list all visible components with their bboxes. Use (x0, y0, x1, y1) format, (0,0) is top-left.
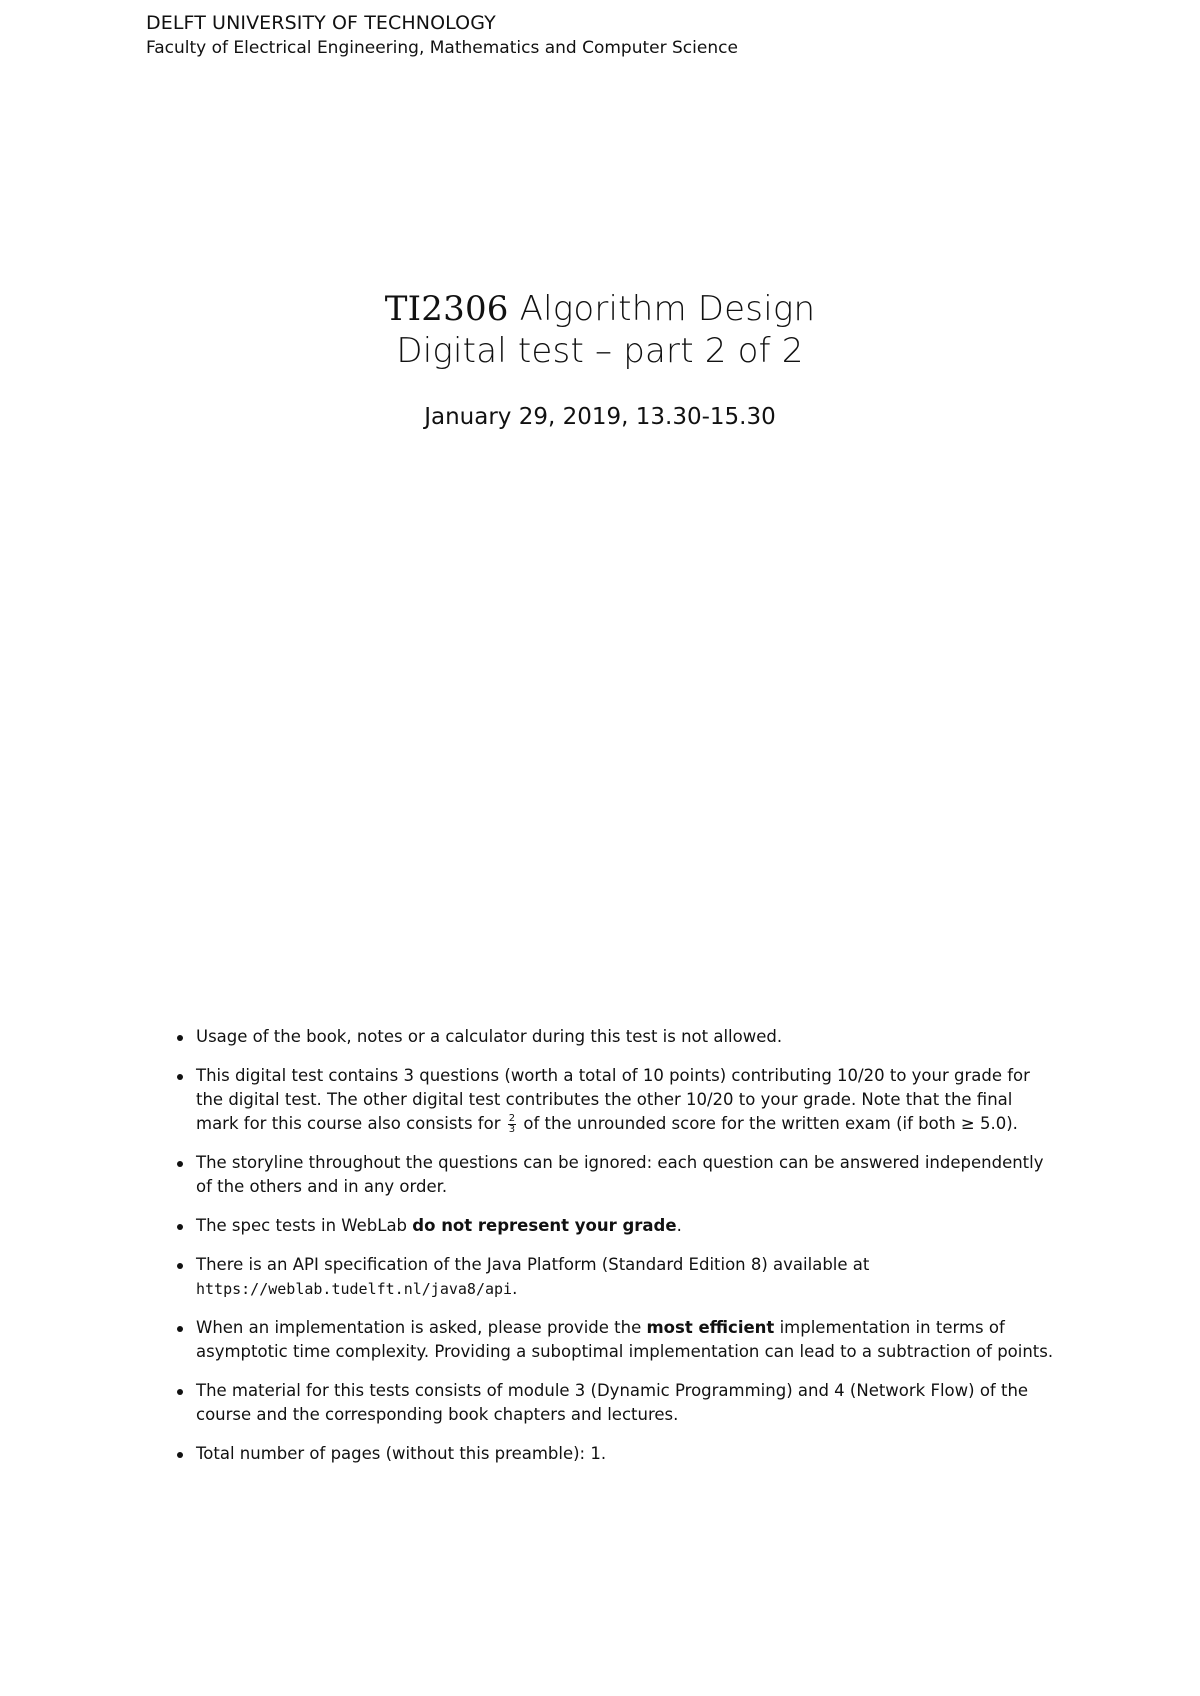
faculty-name: Faculty of Electrical Engineering, Mathematics and Computer Science (146, 38, 738, 58)
api-url-link[interactable]: https://weblab.tudelft.nl/java8/api (196, 1280, 513, 1298)
bullet-icon (177, 1074, 183, 1080)
course-title (0, 288, 1200, 330)
rule-item (176, 1025, 1058, 1049)
rule-text: Usage of the book, notes or a calculator during this test is not allowed. (196, 1027, 783, 1046)
bullet-icon (177, 1224, 183, 1230)
university-name: DELFT UNIVERSITY OF TECHNOLOGY (146, 12, 496, 34)
rule-item (176, 1442, 1058, 1466)
fraction-numerator: 2 (508, 1113, 516, 1124)
title-block (0, 288, 1200, 432)
page-header (146, 10, 738, 60)
rule-text: of the unrounded score for the written exam (if both ≥ 5.0). (523, 1114, 1018, 1133)
bullet-icon (177, 1389, 183, 1395)
rule-text: The storyline throughout the questions can be ignored: each question can be answered independently of the others and in any order. (196, 1153, 1044, 1196)
rule-text: . (512, 1279, 518, 1298)
rule-item (176, 1064, 1058, 1136)
rules-list (176, 1025, 1058, 1481)
rule-text: . (676, 1216, 682, 1235)
test-subtitle: Digital test – part 2 of 2 (396, 331, 804, 371)
rule-text: This digital test contains 3 questions (worth a total of 10 points) contributing 10/20 to your grade for the digital test. The other digital test contributes the other 10/20 to your grade. Note that the final mark for this course also consists for (196, 1066, 1030, 1133)
rule-text: When an implementation is asked, please provide the (196, 1318, 642, 1337)
rule-emphasis: do not represent your grade (412, 1216, 677, 1235)
bullet-icon (177, 1326, 183, 1332)
course-code: TI2306 (384, 289, 509, 329)
fraction-denominator: 3 (508, 1124, 516, 1135)
bullet-icon (177, 1263, 183, 1269)
bullet-icon (177, 1035, 183, 1041)
rule-text: Total number of pages (without this preamble): 1. (196, 1444, 607, 1463)
rule-text: The material for this tests consists of module 3 (Dynamic Programming) and 4 (Network Flow) of the course and the corresponding book chapters and lectures. (196, 1381, 1029, 1424)
bullet-icon (177, 1452, 183, 1458)
rule-item (176, 1151, 1058, 1199)
rule-item (176, 1379, 1058, 1427)
rule-text: implementation in terms of asymptotic time complexity. Providing a suboptimal implementation can lead to a subtraction of points. (196, 1318, 1054, 1361)
rule-item (176, 1253, 1058, 1301)
rule-item (176, 1214, 1058, 1238)
rule-text: The spec tests in WebLab (196, 1216, 408, 1235)
rule-emphasis: most efficient (646, 1318, 775, 1337)
course-name: Algorithm Design (519, 289, 816, 329)
fraction (508, 1114, 516, 1135)
test-date: January 29, 2019, 13.30-15.30 (424, 404, 776, 430)
rule-item (176, 1316, 1058, 1364)
rule-text: There is an API specification of the Java Platform (Standard Edition 8) available at (196, 1255, 870, 1274)
bullet-icon (177, 1161, 183, 1167)
